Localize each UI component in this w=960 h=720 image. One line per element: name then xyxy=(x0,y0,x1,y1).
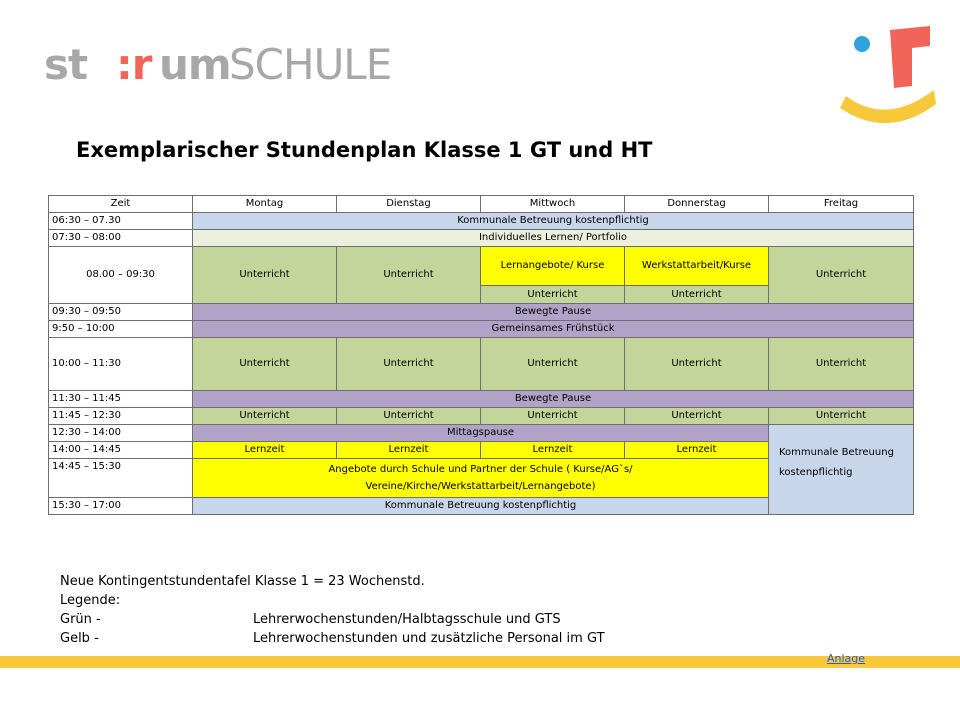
slot-kommunale-betreuung: Kommunale Betreuung kostenpflichtig xyxy=(193,213,914,230)
slot-unterricht: Unterricht xyxy=(625,338,769,391)
anlage-link[interactable]: Anlage xyxy=(827,652,866,665)
note-kontingent-text: Neue Kontingentstundentafel Klasse 1 = 23 Wochenstd. xyxy=(60,574,425,589)
slot-unterricht: Unterricht xyxy=(625,408,769,425)
logo-text-st: st xyxy=(44,40,88,89)
legend-heading: Legende: xyxy=(60,593,121,608)
logo-text-colon-r: :r xyxy=(116,40,152,89)
slot-unterricht: Unterricht xyxy=(625,286,769,304)
slot-bewegte-pause: Bewegte Pause xyxy=(193,304,914,321)
page-title: Exemplarischer Stundenplan Klasse 1 GT und HT xyxy=(76,138,653,162)
table-row xyxy=(49,247,914,286)
table-row xyxy=(49,304,914,321)
slot-lernzeit: Lernzeit xyxy=(625,442,769,459)
logo-text-um: um xyxy=(159,40,231,89)
legend-yellow-key: Gelb - xyxy=(60,631,99,646)
time-cell: 08.00 – 09:30 xyxy=(49,247,193,304)
slot-unterricht: Unterricht xyxy=(769,247,914,304)
slot-unterricht: Unterricht xyxy=(481,408,625,425)
slot-unterricht: Unterricht xyxy=(481,286,625,304)
header-zeit: Zeit xyxy=(49,196,193,213)
logo-text-schule: SCHULE xyxy=(229,40,392,89)
slot-lernzeit: Lernzeit xyxy=(481,442,625,459)
time-cell: 12:30 – 14:00 xyxy=(49,425,193,442)
table-row xyxy=(49,425,914,442)
slot-lernzeit: Lernzeit xyxy=(337,442,481,459)
smiley-eye-dot xyxy=(854,36,870,52)
time-cell: 06:30 – 07.30 xyxy=(49,213,193,230)
legend-green-value: Lehrerwochenstunden/Halbtagsschule und GTS xyxy=(253,612,561,627)
time-cell: 09:30 – 09:50 xyxy=(49,304,193,321)
slot-unterricht: Unterricht xyxy=(193,247,337,304)
angebote-line2: Vereine/Kirche/Werkstattarbeit/Lernangebote) xyxy=(365,481,596,492)
table-row xyxy=(49,321,914,338)
slot-bewegte-pause: Bewegte Pause xyxy=(193,391,914,408)
header-donnerstag: Donnerstag xyxy=(625,196,769,213)
time-cell: 11:45 – 12:30 xyxy=(49,408,193,425)
table-row xyxy=(49,230,914,247)
slot-unterricht: Unterricht xyxy=(337,247,481,304)
time-cell: 07:30 – 08:00 xyxy=(49,230,193,247)
slot-mittagspause: Mittagspause xyxy=(193,425,769,442)
table-row xyxy=(49,338,914,391)
table-row xyxy=(49,408,914,425)
slot-kommunale-betreuung-friday xyxy=(769,425,914,515)
header-freitag: Freitag xyxy=(769,196,914,213)
slot-kommunale-betreuung: Kommunale Betreuung kostenpflichtig xyxy=(193,498,769,515)
header-dienstag: Dienstag xyxy=(337,196,481,213)
slot-unterricht: Unterricht xyxy=(769,338,914,391)
slot-angebote xyxy=(193,459,769,498)
slot-unterricht: Unterricht xyxy=(337,408,481,425)
angebote-line1: Angebote durch Schule und Partner der Schule ( Kurse/AG`s/ xyxy=(328,464,633,475)
table-row xyxy=(49,391,914,408)
legend-yellow-value: Lehrerwochenstunden und zusätzliche Personal im GT xyxy=(253,631,605,646)
timetable xyxy=(48,195,914,515)
footer-band xyxy=(0,656,960,668)
smiley-mouth xyxy=(840,90,936,123)
time-cell: 10:00 – 11:30 xyxy=(49,338,193,391)
legend-green-key: Grün - xyxy=(60,612,101,627)
slot-werkstattarbeit: Werkstattarbeit/Kurse xyxy=(625,247,769,286)
time-cell: 14:00 – 14:45 xyxy=(49,442,193,459)
slot-unterricht: Unterricht xyxy=(769,408,914,425)
slot-unterricht: Unterricht xyxy=(481,338,625,391)
slot-lernangebote: Lernangebote/ Kurse xyxy=(481,247,625,286)
slot-unterricht: Unterricht xyxy=(193,408,337,425)
table-row xyxy=(49,213,914,230)
smiley-r-shape xyxy=(890,26,930,88)
slot-individuelles-lernen: Individuelles Lernen/ Portfolio xyxy=(193,230,914,247)
header-mittwoch: Mittwoch xyxy=(481,196,625,213)
slot-unterricht: Unterricht xyxy=(337,338,481,391)
smiley-logo-icon xyxy=(838,22,938,132)
school-logo xyxy=(44,40,392,90)
time-cell: 9:50 – 10:00 xyxy=(49,321,193,338)
table-header-row xyxy=(49,196,914,213)
time-cell: 15:30 – 17:00 xyxy=(49,498,193,515)
kbt-line1: Kommunale Betreuung xyxy=(779,447,894,458)
kbt-line2: kostenpflichtig xyxy=(779,467,853,478)
slot-lernzeit: Lernzeit xyxy=(193,442,337,459)
time-cell: 14:45 – 15:30 xyxy=(49,459,193,498)
time-cell: 11:30 – 11:45 xyxy=(49,391,193,408)
header-montag: Montag xyxy=(193,196,337,213)
slot-fruehstueck: Gemeinsames Frühstück xyxy=(193,321,914,338)
slot-unterricht: Unterricht xyxy=(193,338,337,391)
